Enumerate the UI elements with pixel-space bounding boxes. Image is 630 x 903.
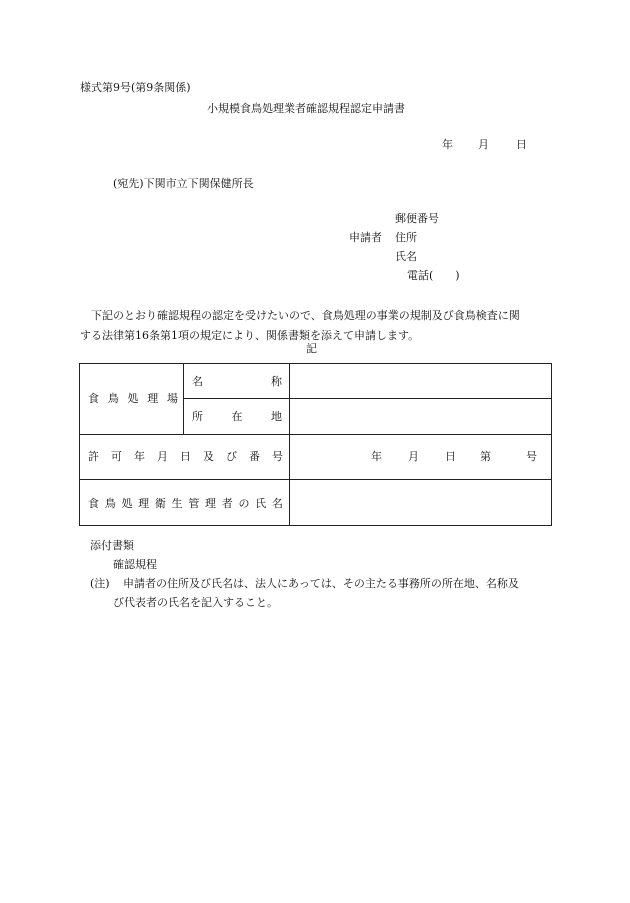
address-label: 住所 (395, 231, 417, 244)
permit-date-number-field[interactable] (292, 436, 548, 477)
facility-location-field[interactable] (292, 401, 548, 431)
sanitation-manager-name-field[interactable] (292, 482, 548, 523)
form-table (79, 363, 552, 526)
postal-code-label: 郵便番号 (395, 212, 439, 225)
table-divider-row-3 (80, 479, 551, 480)
attachments-label: 添付書類 (90, 539, 134, 552)
attachment-item: 確認規程 (113, 558, 157, 571)
table-divider-vertical-facility (183, 364, 184, 434)
applicant-label: 申請者 (349, 231, 382, 244)
form-number: 様式第9号(第9条関係) (80, 81, 191, 94)
date-year-label: 年 (442, 138, 453, 151)
table-divider-vertical-main (289, 364, 290, 525)
table-divider-row-1 (183, 398, 551, 399)
date-day-label: 日 (516, 138, 527, 151)
table-divider-row-2 (80, 434, 551, 435)
ki-label: 記 (306, 342, 317, 355)
note-mark: (注) (90, 577, 110, 590)
body-paragraph (80, 306, 552, 346)
facility-label: 食 鳥 処 理 場 (88, 392, 178, 405)
name-label: 氏名 (395, 250, 417, 263)
date-month-label: 月 (478, 138, 489, 151)
addressee: (宛先)下関市立下関保健所長 (113, 177, 254, 190)
body-line-1: 下記のとおり確認規程の認定を受けたいので、食鳥処理の事業の規制及び食鳥検査に関 (91, 309, 520, 322)
permit-year-label: 年 (371, 450, 382, 463)
facility-name-label: 名 称 (192, 375, 282, 388)
permit-number-prefix-label: 第 (480, 450, 491, 463)
facility-name-field[interactable] (292, 366, 548, 396)
sanitation-manager-name-label: 食 鳥 処 理 衛 生 管 理 者 の 氏 名 (88, 497, 283, 510)
date-line (442, 139, 527, 150)
permit-date-number-label: 許 可 年 月 日 及 び 番 号 (88, 450, 283, 463)
permit-month-label: 月 (408, 450, 419, 463)
document-title: 小規模食鳥処理業者確認規程認定申請書 (207, 102, 405, 115)
phone-label: 電話( ) (407, 269, 460, 282)
note-line-1: 申請者の住所及び氏名は、法人にあっては、その主たる事務所の所在地、名称及 (123, 577, 519, 590)
facility-location-label: 所 在 地 (192, 410, 282, 423)
note-line-2: び代表者の氏名を記入すること。 (113, 596, 278, 609)
permit-day-label: 日 (445, 450, 456, 463)
body-line-2: する法律第16条第1項の規定により、関係書類を添えて申請します。 (80, 329, 420, 342)
permit-number-suffix-label: 号 (526, 450, 537, 463)
